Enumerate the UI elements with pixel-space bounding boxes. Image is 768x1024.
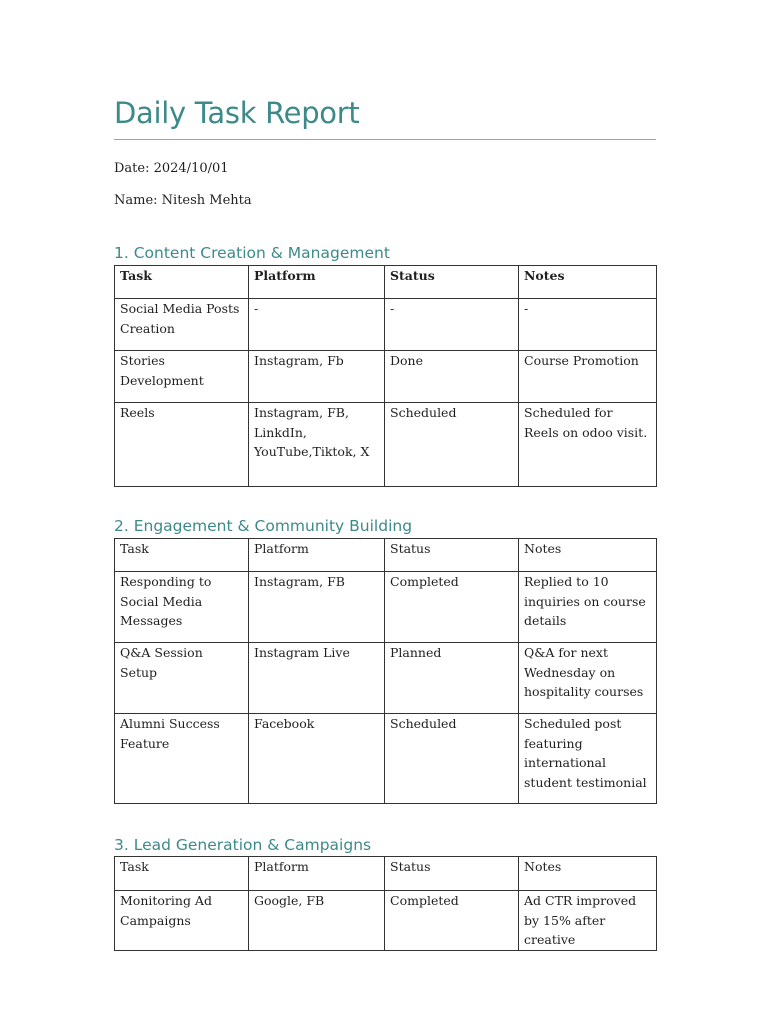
task-cell: Reels — [115, 403, 249, 487]
section-heading-content-creation: 1. Content Creation & Management — [114, 244, 390, 262]
column-header-platform: Platform — [249, 857, 385, 891]
table-row — [115, 643, 657, 714]
column-header-notes: Notes — [519, 539, 657, 572]
task-cell: Alumni Success Feature — [115, 714, 249, 804]
notes-cell: Course Promotion — [519, 351, 657, 403]
table-row — [115, 891, 657, 951]
notes-cell: Q&A for next Wednesday on hospitality courses — [519, 643, 657, 714]
platform-cell: Facebook — [249, 714, 385, 804]
section-heading-engagement: 2. Engagement & Community Building — [114, 517, 413, 535]
platform-cell: Instagram, FB — [249, 572, 385, 643]
notes-cell: Ad CTR improved by 15% after creative — [519, 891, 657, 951]
platform-cell: - — [249, 299, 385, 351]
platform-cell: Google, FB — [249, 891, 385, 951]
task-cell: Responding to Social Media Messages — [115, 572, 249, 643]
status-cell: Completed — [385, 572, 519, 643]
column-header-status: Status — [385, 857, 519, 891]
table-row — [115, 351, 657, 403]
column-header-platform: Platform — [249, 266, 385, 299]
column-header-status: Status — [385, 266, 519, 299]
report-date: Date: 2024/10/01 — [114, 161, 229, 176]
status-cell: Planned — [385, 643, 519, 714]
platform-cell: Instagram Live — [249, 643, 385, 714]
notes-cell: Replied to 10 inquiries on course details — [519, 572, 657, 643]
reporter-name: Name: Nitesh Mehta — [114, 193, 252, 208]
engagement-table — [114, 538, 657, 804]
table-header-row — [115, 857, 657, 891]
task-cell: Q&A Session Setup — [115, 643, 249, 714]
column-header-status: Status — [385, 539, 519, 572]
section-heading-lead-generation: 3. Lead Generation & Campaigns — [114, 836, 372, 854]
table-row — [115, 714, 657, 804]
status-cell: Completed — [385, 891, 519, 951]
column-header-notes: Notes — [519, 857, 657, 891]
status-cell: Scheduled — [385, 403, 519, 487]
table-row — [115, 572, 657, 643]
task-cell: Social Media Posts Creation — [115, 299, 249, 351]
column-header-notes: Notes — [519, 266, 657, 299]
status-cell: Done — [385, 351, 519, 403]
notes-cell: Scheduled post featuring international student testimonial — [519, 714, 657, 804]
column-header-task: Task — [115, 266, 249, 299]
notes-cell: Scheduled for Reels on odoo visit. — [519, 403, 657, 487]
title-divider — [114, 139, 656, 140]
platform-cell: Instagram, Fb — [249, 351, 385, 403]
table-header-row — [115, 266, 657, 299]
column-header-platform: Platform — [249, 539, 385, 572]
platform-cell: Instagram, FB, LinkdIn, YouTube,Tiktok, X — [249, 403, 385, 487]
report-title: Daily Task Report — [114, 96, 360, 130]
table-row — [115, 299, 657, 351]
table-header-row — [115, 539, 657, 572]
column-header-task: Task — [115, 857, 249, 891]
task-cell: Stories Development — [115, 351, 249, 403]
status-cell: Scheduled — [385, 714, 519, 804]
content-creation-table — [114, 265, 657, 487]
lead-generation-table — [114, 856, 657, 951]
task-cell: Monitoring Ad Campaigns — [115, 891, 249, 951]
notes-cell: - — [519, 299, 657, 351]
column-header-task: Task — [115, 539, 249, 572]
status-cell: - — [385, 299, 519, 351]
table-row — [115, 403, 657, 487]
